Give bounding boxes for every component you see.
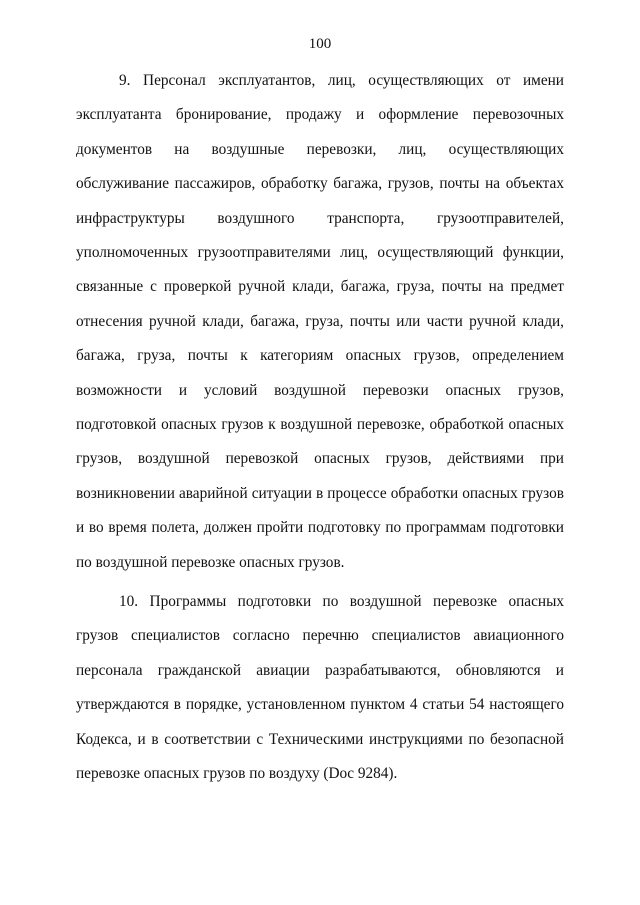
paragraph-9: 9. Персонал эксплуатантов, лиц, осуществляющих от имени эксплуатанта бронирование, продажу и оформление перевозочных документов на воздушные перевозки, лиц, осуществляющих обслуживание пассажиров, обработку багажа, грузов, почты на объектах инфраструктуры воздушного транспорта, грузоотправителей, уполномоченных грузоотправителями лиц, осуществляющий функции, связанные с проверкой ручной клади, багажа, груза, почты на предмет отнесения ручной клади, багажа, груза, почты или части ручной клади, багажа, груза, почты к категориям опасных грузов, определением возможности и условий воздушной перевозки опасных грузов, подготовкой опасных грузов к воздушной перевозке, обработкой опасных грузов, воздушной перевозкой опасных грузов, действиями при возникновении аварийной ситуации в процессе обработки опасных грузов и во время полета, должен пройти подготовку по программам подготовки по воздушной перевозке опасных грузов.	[76, 72, 564, 571]
paragraph-10: 10. Программы подготовки по воздушной перевозке опасных грузов специалистов согласно перечню специалистов авиационного персонала гражданской авиации разрабатываются, обновляются и утверждаются в порядке, установленном пунктом 4 статьи 54 настоящего Кодекса, и в соответствии с Техническими инструкциями по безопасной перевозке опасных грузов по воздуху (Doc 9284).	[76, 593, 564, 783]
page-number: 100	[308, 36, 332, 52]
